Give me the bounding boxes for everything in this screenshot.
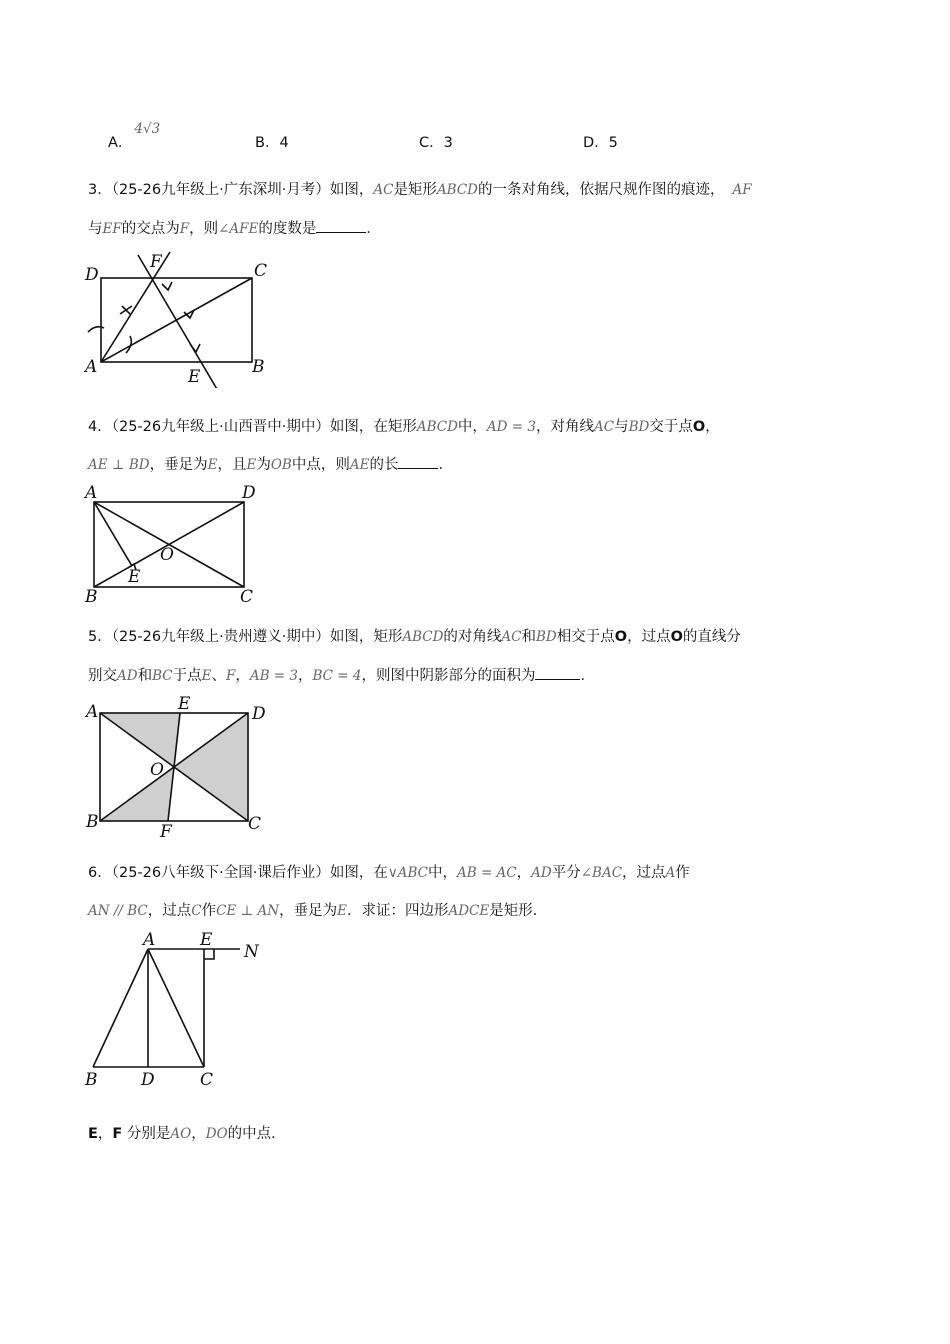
label-b: B — [252, 357, 265, 377]
side-ac — [148, 949, 204, 1067]
option-b: B．4 — [255, 135, 289, 151]
label-e: E — [188, 367, 201, 387]
tail-line: E，F 分别是AO，DO的中点． — [88, 1126, 286, 1142]
label-n: N — [244, 942, 259, 962]
arrow-mark-2 — [162, 282, 172, 290]
label-e: E — [178, 694, 191, 714]
answer-blank — [316, 218, 366, 233]
label-e: E — [200, 930, 213, 950]
label-a: A — [86, 702, 99, 722]
label-a: A — [85, 357, 98, 377]
arrow-mark-3 — [190, 344, 200, 352]
label-a: A — [85, 483, 98, 503]
label-d: D — [242, 483, 256, 503]
q4-line-2: AE ⊥ BD，垂足为E，且E为OB中点，则AE的长 ． — [88, 453, 453, 474]
option-a-value: 4√3 — [134, 121, 161, 137]
q3-line-2: 与EF的交点为F，则∠AFE的度数是 ． — [88, 217, 381, 238]
q5-line-2: 别交AD和BC于点E、F，AB = 3，BC = 4，则图中阴影部分的面积为 ． — [88, 664, 595, 685]
q5-figure — [80, 693, 280, 843]
label-d: D — [141, 1070, 155, 1090]
right-angle-mark — [204, 949, 214, 959]
label-c: C — [248, 814, 262, 834]
label-b: B — [86, 812, 99, 832]
q6-line-1: 6．（25-26八年级下·全国·课后作业）如图，在∨ABC中，AB = AC，AD平分∠BAC，过点A作 — [88, 865, 690, 881]
q5-line-1: 5．（25-26九年级上·贵州遵义·期中）如图，矩形ABCD的对角线AC和BD相交于点O，过点O的直线分 — [88, 629, 741, 645]
label-e: E — [128, 567, 141, 587]
label-f: F — [150, 252, 162, 272]
label-f: F — [160, 822, 172, 842]
line-ef — [138, 255, 221, 388]
label-c: C — [240, 587, 254, 607]
label-b: B — [85, 1070, 98, 1090]
label-b: B — [85, 587, 98, 607]
q6-figure — [80, 927, 280, 1092]
side-ab — [93, 949, 148, 1067]
q4-line-1: 4．（25-26九年级上·山西晋中·期中）如图，在矩形ABCD中，AD = 3，对角线AC与BD交于点O， — [88, 419, 720, 435]
label-a: A — [143, 930, 156, 950]
label-d: D — [85, 265, 99, 285]
answer-blank — [398, 454, 438, 469]
option-c: C．3 — [419, 135, 453, 151]
option-d: D．5 — [583, 135, 618, 151]
q3-figure — [80, 248, 280, 388]
q3-line-1: 3．（25-26九年级上·广东深圳·月考）如图，AC是矩形ABCD的一条对角线，依据尺规作图的痕迹， AF — [88, 182, 752, 198]
label-d: D — [252, 704, 266, 724]
angle-arc-mark — [126, 336, 131, 353]
segment-ae — [94, 502, 132, 566]
cross-mark — [120, 306, 132, 314]
shaded-region-right — [174, 713, 248, 821]
label-o: O — [160, 545, 174, 565]
q6-line-2: AN // BC，过点C作CE ⊥ AN，垂足为E．求证：四边形ADCE是矩形． — [88, 903, 548, 919]
label-c: C — [254, 261, 268, 281]
answer-blank — [535, 665, 580, 680]
q4-figure — [80, 482, 280, 607]
label-o: O — [150, 760, 164, 780]
option-a: A．4√3 — [108, 121, 161, 151]
label-c: C — [200, 1070, 214, 1090]
